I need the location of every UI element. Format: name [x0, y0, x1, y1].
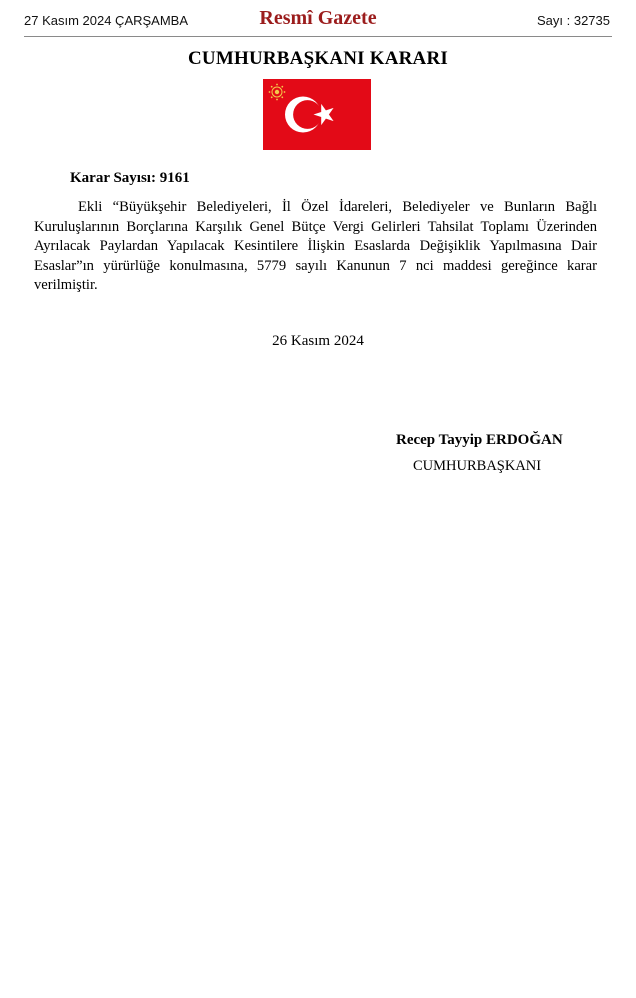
turkish-flag-icon — [263, 79, 371, 150]
issue-number: Sayı : 32735 — [537, 13, 610, 28]
decision-date: 26 Kasım 2024 — [272, 333, 364, 349]
decision-number: Karar Sayısı: 9161 — [70, 170, 190, 186]
document-title: CUMHURBAŞKANI KARARI — [188, 48, 448, 69]
issue-date: 27 Kasım 2024 ÇARŞAMBA — [24, 13, 189, 28]
header-divider — [24, 36, 612, 37]
signer-title: CUMHURBAŞKANI — [413, 458, 542, 474]
decision-body: Ekli “Büyükşehir Belediyeleri, İl Özel İdareleri, Belediyeler ve Bunların Bağlı Kuruluşlarının Borçlarına Karşılık Genel Bütçe Vergi Gelirleri Tahsilat Toplamı Üzerinden Ayrılacak Paylardan Yapılacak Kesintilere İlişkin Esaslarda Değişiklik Yapılmasına Dair Esaslar”ın yürürlüğe konulmasına, 5779 sayılı Kanunun 7 nci maddesi gereğince karar verilmiştir. — [34, 199, 597, 294]
gazette-masthead: Resmî Gazete — [259, 7, 377, 29]
signer-name: Recep Tayyip ERDOĞAN — [396, 432, 563, 448]
